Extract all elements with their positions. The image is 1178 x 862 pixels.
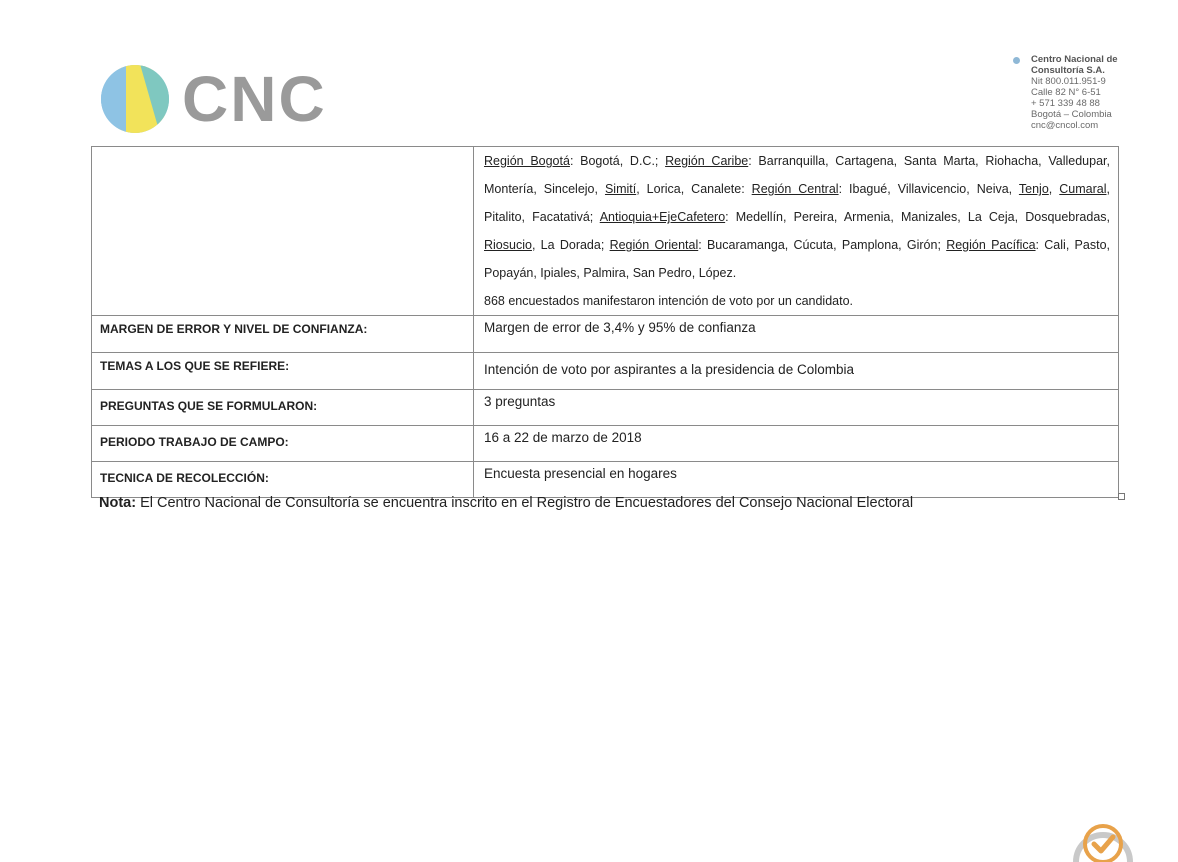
table-row: [92, 353, 1119, 390]
region-cities: : Ibagué, Villavicencio, Neiva,: [838, 182, 1019, 196]
region-cities: : Medellín, Pereira, Armenia, Manizales, La Ceja, Dosquebradas,: [725, 210, 1110, 224]
region-cities: ,: [1048, 182, 1060, 196]
table-row: [92, 390, 1119, 426]
region-name: Cumaral: [1059, 182, 1107, 196]
sample-note: 868 encuestados manifestaron intención de voto por un candidato.: [484, 294, 854, 308]
row-value: Intención de voto por aspirantes a la presidencia de Colombia: [484, 362, 854, 377]
company-address: Calle 82 N° 6-51: [1031, 87, 1101, 98]
survey-technical-table: [91, 146, 1119, 498]
row-label: MARGEN DE ERROR Y NIVEL DE CONFIANZA:: [100, 322, 368, 336]
row-value: Margen de error de 3,4% y 95% de confianza: [484, 320, 756, 335]
row-label: PERIODO TRABAJO DE CAMPO:: [100, 435, 289, 449]
logo-text: CNC: [182, 63, 327, 135]
region-cities: : Bogotá, D.C.;: [569, 154, 666, 168]
row-value: 16 a 22 de marzo de 2018: [484, 430, 642, 445]
company-info: [1013, 54, 1118, 131]
region-cities: : Cali, Pasto, Popayán, Ipiales, Palmira, San Pedro, López.: [484, 238, 1110, 280]
region-name: Región Central: [751, 182, 839, 196]
nota-text: [99, 495, 913, 511]
region-cities: : Bucaramanga, Cúcuta, Pamplona, Girón;: [698, 238, 947, 252]
region-name: Región Caribe: [665, 154, 749, 168]
table-row: [92, 316, 1119, 353]
table-row: [92, 147, 1119, 316]
company-email: cnc@cncol.com: [1031, 120, 1099, 131]
region-name: Región Pacífica: [946, 238, 1036, 252]
table-resize-handle[interactable]: [1118, 493, 1125, 500]
row-value: 3 preguntas: [484, 394, 556, 409]
nota-label: Nota:: [99, 495, 137, 511]
nota-body: El Centro Nacional de Consultoría se encuentra inscrito en el Registro de Encuestadores del Consejo Nacional Electoral: [136, 495, 914, 511]
region-name: Riosucio: [484, 238, 532, 252]
region-cities: , Lorica, Canalete:: [636, 182, 752, 196]
region-name: Antioquia+EjeCafetero: [599, 210, 726, 224]
region-cities: , La Dorada;: [531, 238, 610, 252]
table-row: [92, 462, 1119, 498]
company-nit: Nit 800.011.951-9: [1031, 76, 1106, 87]
company-name-line1: Centro Nacional de: [1031, 54, 1118, 65]
row-value: Encuesta presencial en hogares: [484, 466, 677, 481]
row-label: TECNICA DE RECOLECCIÓN:: [100, 471, 269, 485]
company-phone: + 571 339 48 88: [1031, 98, 1100, 109]
region-name: Región Oriental: [609, 238, 699, 252]
region-name: Región Bogotá: [484, 154, 570, 168]
company-city: Bogotá – Colombia: [1031, 109, 1112, 120]
certification-check-icon: [1068, 808, 1138, 862]
bullet-dot-icon: [1013, 57, 1020, 64]
region-name: Tenjo: [1018, 182, 1049, 196]
company-name-line2: Consultoría S.A.: [1031, 65, 1105, 76]
region-cities: : Barranquilla, Cartagena, Santa Marta, Riohacha, Valledupar, Montería, Sincelejo,: [484, 154, 1110, 196]
regions-text: [484, 147, 1118, 287]
region-name: Simití: [604, 182, 637, 196]
regions-cell: [474, 147, 1119, 316]
empty-label-cell: [92, 147, 474, 316]
region-cities: , Pitalito, Facatativá;: [484, 182, 1110, 224]
table-row: [92, 426, 1119, 462]
row-label: PREGUNTAS QUE SE FORMULARON:: [100, 399, 318, 413]
row-label: TEMAS A LOS QUE SE REFIERE:: [100, 359, 290, 373]
